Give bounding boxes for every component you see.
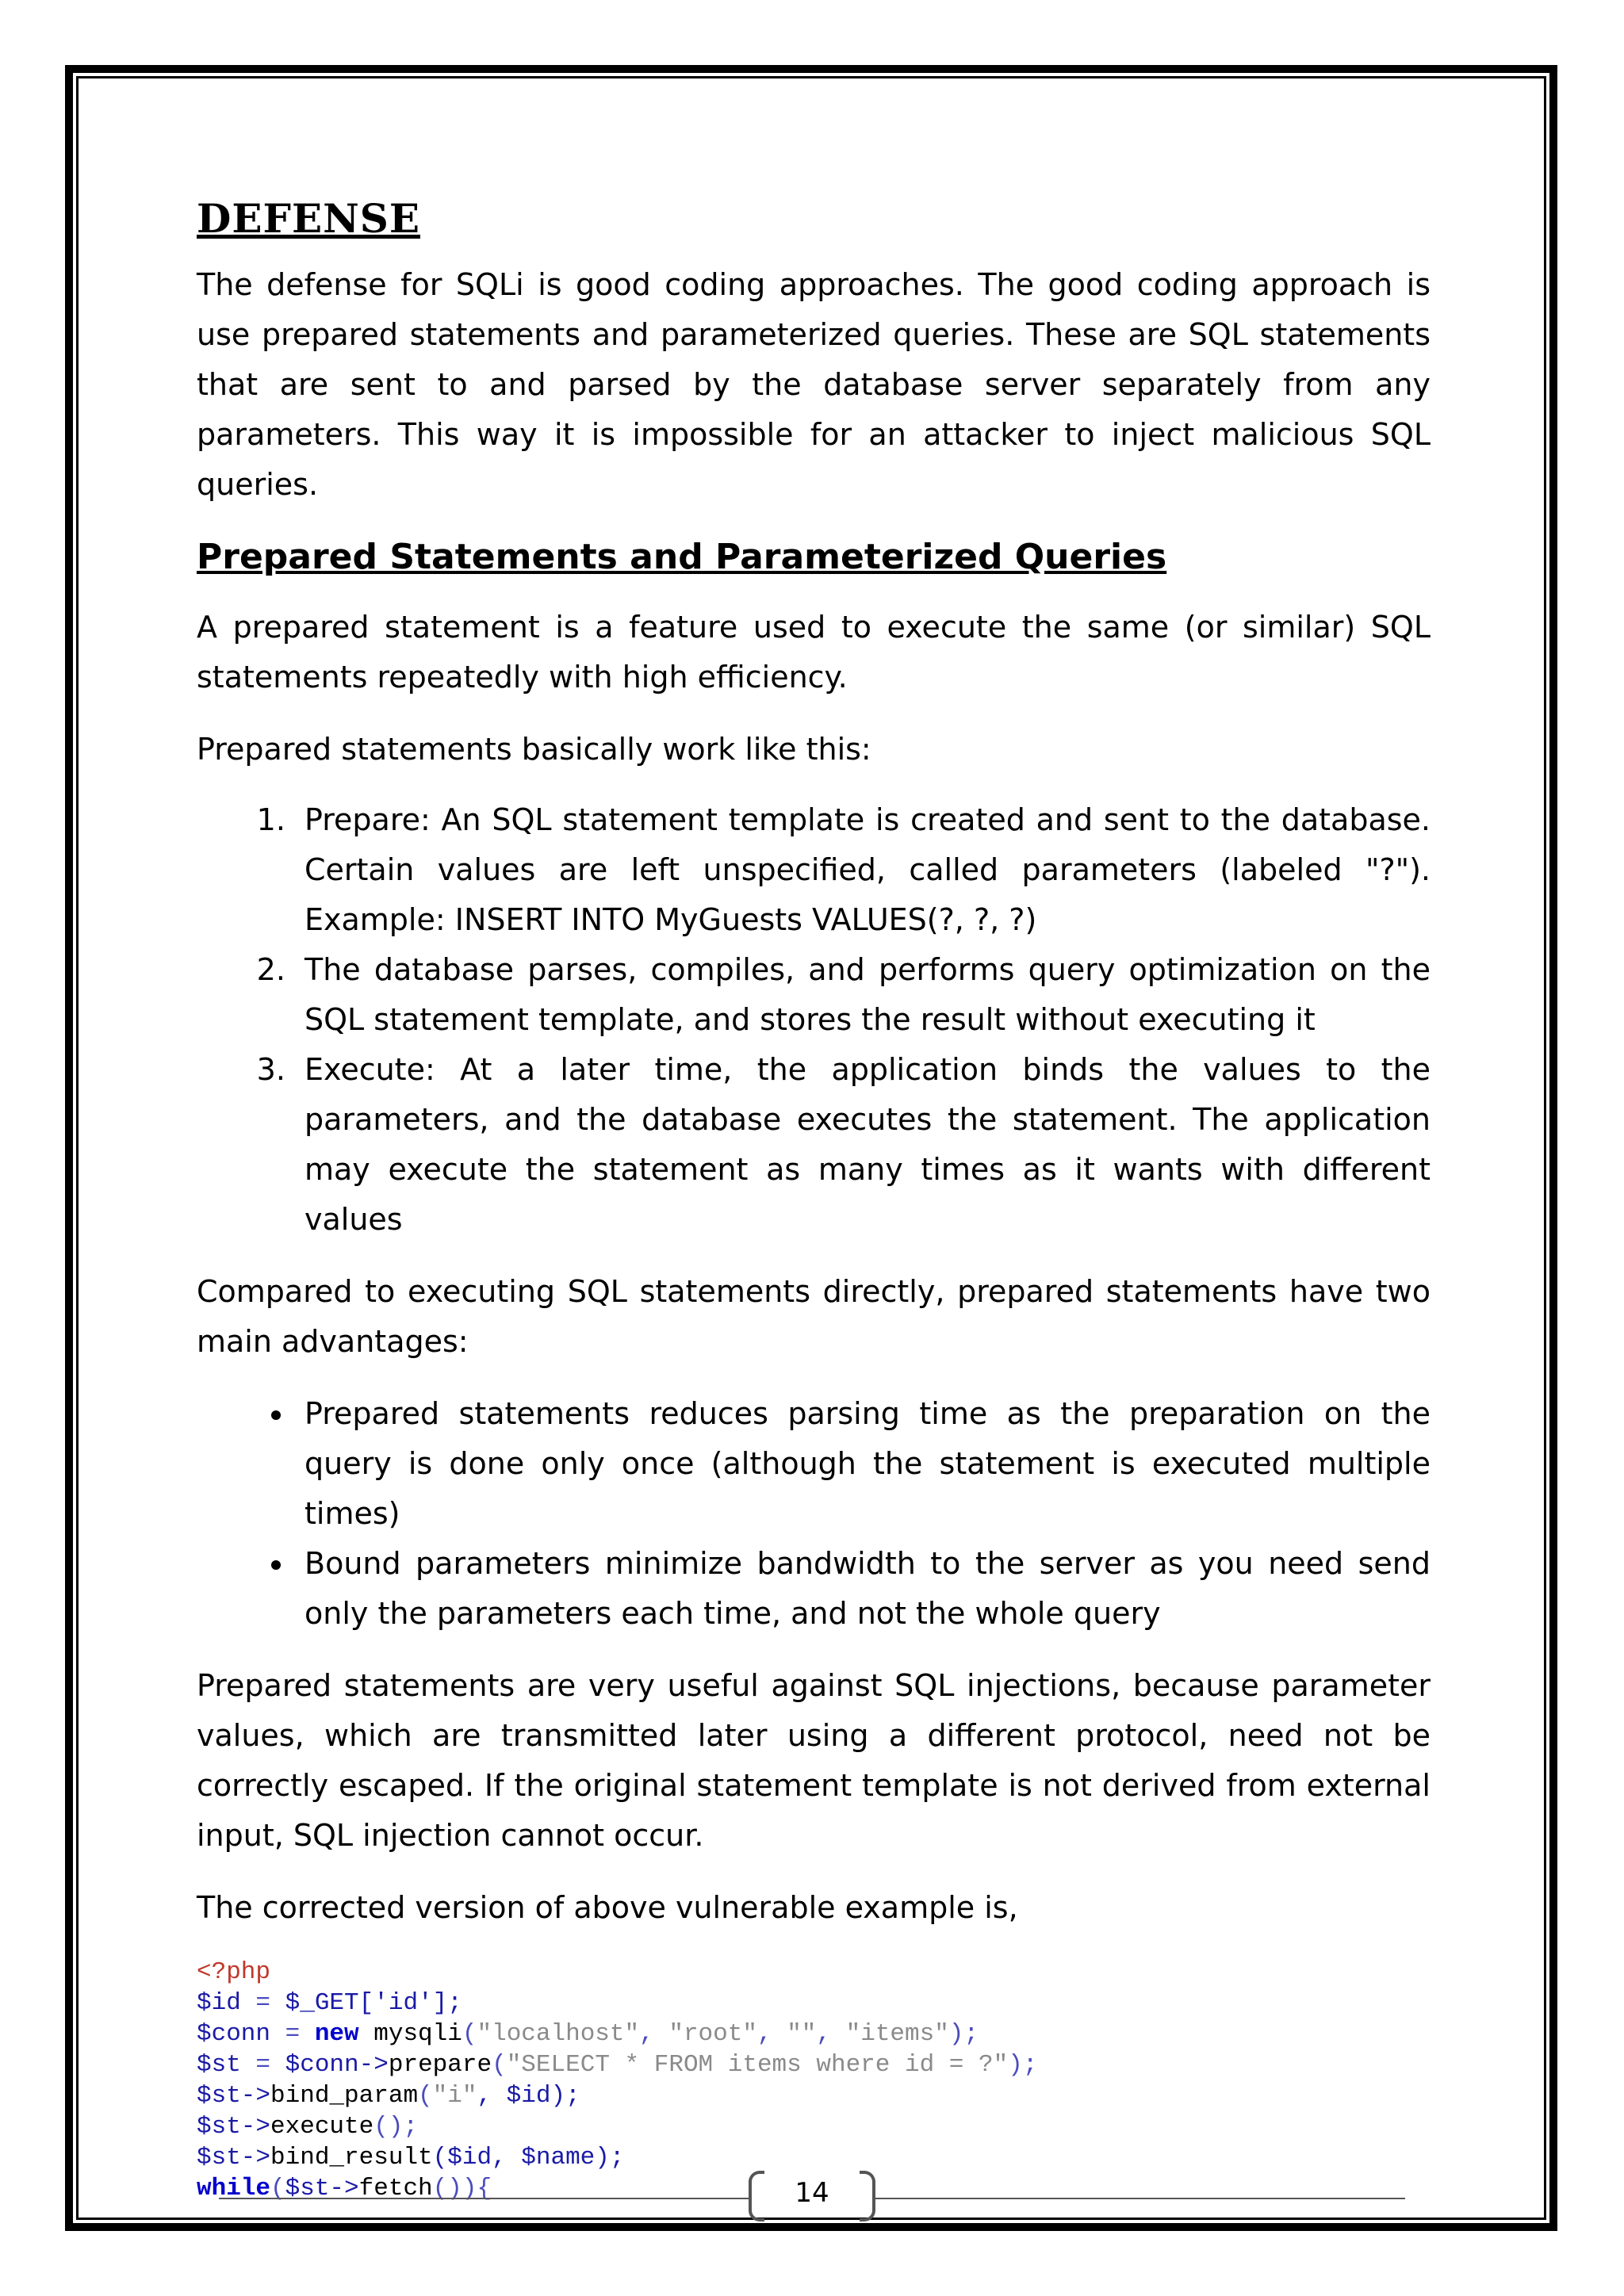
subsection-heading: Prepared Statements and Parameterized Queries [197, 537, 1167, 577]
code-token: = [240, 1988, 285, 2017]
code-token: "SELECT * FROM items where id = ?" [506, 2050, 1009, 2079]
code-token: (); [373, 2112, 419, 2141]
page-footer [0, 2164, 1624, 2220]
code-token: execute [270, 2112, 374, 2141]
code-token: = [240, 2050, 285, 2079]
footer-brace-left [749, 2171, 764, 2221]
code-token: = [270, 2019, 315, 2048]
list-item: 1. Prepare: An SQL statement template is created and sent to the database. Certain values are left unspecified, called parameters (labeled "?"). Example: INSERT INTO MyGuests VALUES(?, ?, ?) [295, 795, 1431, 945]
code-token: ( [492, 2050, 507, 2079]
code-token: , $id); [477, 2081, 580, 2110]
list-item: 3. Execute: At a later time, the application binds the values to the parameters, and the database executes the statement. The application may execute the statement as many times as it wants with different values [295, 1045, 1431, 1245]
code-token: $st-> [285, 2174, 359, 2202]
code-token: ( [270, 2174, 285, 2202]
steps-intro: Prepared statements basically work like this: [197, 731, 871, 767]
advantages-intro: Compared to executing SQL statements directly, prepared statements have two main advantages: [197, 1273, 1431, 1359]
code-token: ( [462, 2019, 477, 2048]
code-token: bind_param [270, 2081, 419, 2110]
code-token: "root" [668, 2019, 757, 2048]
code-token: $st-> [197, 2143, 271, 2172]
code-token: $_GET['id']; [285, 1988, 462, 2017]
steps-list [197, 795, 1431, 1245]
code-token: bind_result [270, 2143, 433, 2172]
code-token: "" [787, 2019, 817, 2048]
list-item: 2. The database parses, compiles, and performs query optimization on the SQL statement template, and stores the result without executing it [295, 945, 1431, 1045]
definition-paragraph: A prepared statement is a feature used to execute the same (or similar) SQL statements repeatedly with high efficiency. [197, 609, 1431, 695]
footer-brace-right [860, 2171, 875, 2221]
section-heading: DEFENSE [197, 195, 420, 242]
footer-rule-right [875, 2198, 1405, 2199]
code-token: $st [197, 2050, 241, 2079]
code-token: "localhost" [477, 2019, 640, 2048]
footer-rule-left [219, 2198, 749, 2199]
code-token: "i" [432, 2081, 477, 2110]
code-token: $conn-> [285, 2050, 389, 2079]
code-token: $id [197, 1988, 241, 2017]
code-token: ($id, $name); [432, 2143, 625, 2172]
code-token: ( [418, 2081, 433, 2110]
corrected-intro: The corrected version of above vulnerable example is, [197, 1889, 1018, 1925]
code-token: , [816, 2019, 846, 2048]
injection-paragraph: Prepared statements are very useful against SQL injections, because parameter values, which are transmitted later using a different protocol, need not be correctly escaped. If the original statement template is not derived from external input, SQL injection cannot occur. [197, 1667, 1431, 1853]
intro-paragraph: The defense for SQLi is good coding approaches. The good coding approach is use prepared statements and parameterized queries. These are SQL statements that are sent to and parsed by the database server separately from any parameters. This way it is impossible for an attacker to inject malicious SQL queries. [197, 267, 1431, 502]
list-item: • Prepared statements reduces parsing time as the preparation on the query is done only once (although the statement is executed multiple times) [295, 1389, 1431, 1539]
code-token: fetch [358, 2174, 433, 2202]
code-token: new [314, 2019, 359, 2048]
code-token: ); [948, 2019, 979, 2048]
code-token: while [197, 2174, 271, 2202]
code-token: , [756, 2019, 787, 2048]
code-token: $st-> [197, 2112, 271, 2141]
code-token: "items" [845, 2019, 949, 2048]
code-token: ); [1008, 2050, 1038, 2079]
code-token: mysqli [358, 2019, 462, 2048]
code-token: $conn [197, 2019, 271, 2048]
code-token: $st-> [197, 2081, 271, 2110]
code-token: <?php [197, 1957, 271, 1986]
advantages-list [197, 1389, 1431, 1639]
code-token: prepare [388, 2050, 492, 2079]
list-item: • Bound parameters minimize bandwidth to the server as you need send only the parameters each time, and not the whole query [295, 1539, 1431, 1639]
page-content [197, 195, 1431, 2204]
page-number: 14 [795, 2177, 829, 2209]
code-token: ()){ [432, 2174, 492, 2202]
code-token: , [639, 2019, 669, 2048]
